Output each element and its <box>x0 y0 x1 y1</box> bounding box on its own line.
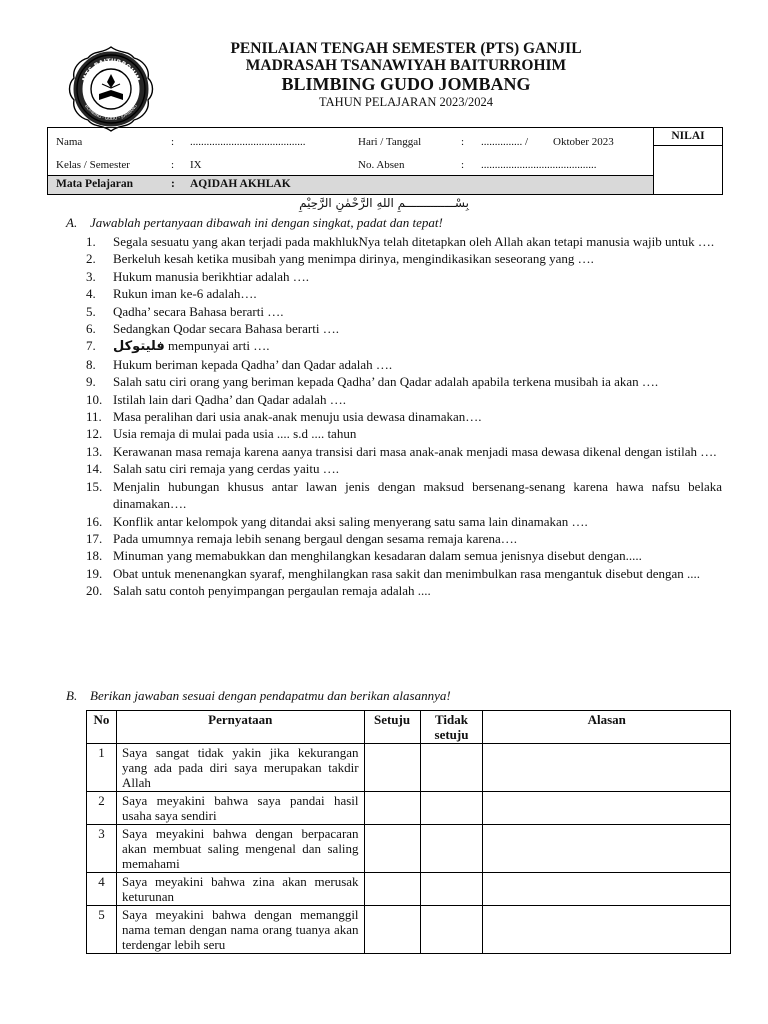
nilai-label: NILAI <box>654 128 722 146</box>
mapel-value: AQIDAH AKHLAK <box>190 178 291 190</box>
info-row-mapel <box>48 175 653 194</box>
question-text-rest: mempunyai arti …. <box>164 338 270 354</box>
question-number: 12. <box>86 426 103 442</box>
question-number: 18. <box>86 548 103 564</box>
section-b-letter: B. <box>66 688 78 703</box>
nilai-box[interactable] <box>654 128 722 194</box>
col-header-alasan: Alasan <box>483 711 731 744</box>
question-item <box>86 425 722 442</box>
logo-bottom-text: BLIMBING - GUDO - JOMBANG <box>83 103 139 122</box>
kelas-colon: : <box>171 159 175 171</box>
question-item <box>86 547 722 564</box>
question-text: Hukum manusia berikhtiar adalah …. <box>113 268 310 284</box>
row-number: 1 <box>87 744 117 792</box>
tidak-setuju-cell[interactable] <box>420 744 483 792</box>
header-line-4: TAHUN PELAJARAN 2023/2024 <box>319 95 493 109</box>
row-number: 3 <box>87 825 117 873</box>
question-text: Salah satu ciri orang yang beriman kepada Qadha’ dan Qadar adalah apabila terkena musibah ia akan …. <box>113 374 659 390</box>
table-row <box>87 744 731 792</box>
question-item <box>86 356 722 373</box>
question-text: Salah satu ciri remaja yang cerdas yaitu …. <box>113 461 339 477</box>
mapel-label: Mata Pelajaran <box>56 178 133 190</box>
basmalah: بِسْــــــــــــــمِ اللهِ الرَّحْمٰنِ الرَّحِيْمِ <box>299 196 469 210</box>
question-number: 1. <box>86 234 96 249</box>
section-b-title <box>66 688 451 704</box>
statement-text: Saya meyakini bahwa dengan memanggil nama teman dengan nama orang tuanya akan terdengar lebih seru <box>116 906 364 954</box>
header-line-2: MADRASAH TSANAWIYAH BAITURROHIM <box>245 57 567 74</box>
statement-text: Saya meyakini bahwa dengan berpacaran akan membuat saling mengenal dan saling memahami <box>116 825 364 873</box>
question-text: Rukun iman ke-6 adalah…. <box>113 286 257 302</box>
tidak-setuju-cell[interactable] <box>420 906 483 954</box>
alasan-cell[interactable] <box>483 906 731 954</box>
question-item <box>86 478 722 513</box>
question-number: 19. <box>86 565 103 581</box>
setuju-cell[interactable] <box>364 744 420 792</box>
question-item <box>86 285 722 302</box>
logo-top-text: MTS BAITURROHIM <box>81 57 141 83</box>
alasan-cell[interactable] <box>483 825 731 873</box>
question-number: 6. <box>86 321 96 337</box>
table-row <box>87 873 731 906</box>
question-item <box>86 303 722 320</box>
question-list <box>86 233 722 600</box>
statement-text: Saya meyakini bahwa zina akan merusak keturunan <box>116 873 364 906</box>
question-number: 13. <box>86 443 103 459</box>
question-text: Minuman yang memabukkan dan menghilangkan kesadaran dalam semua jenisnya disebut dengan..... <box>113 548 642 564</box>
alasan-cell[interactable] <box>483 873 731 906</box>
tanggal-field[interactable]: ............... / <box>481 136 529 148</box>
question-number: 17. <box>86 530 103 546</box>
question-item <box>86 460 722 477</box>
setuju-cell[interactable] <box>364 873 420 906</box>
question-number: 5. <box>86 303 96 319</box>
question-number: 20. <box>86 583 103 599</box>
statement-text: Saya sangat tidak yakin jika kekurangan yang ada pada diri saya merupakan takdir Allah <box>116 744 364 792</box>
header-line-3: BLIMBING GUDO JOMBANG <box>281 74 531 94</box>
question-item <box>86 268 722 285</box>
question-text: Salah satu contoh penyimpangan pergaulan remaja adalah .... <box>113 583 431 599</box>
hari-colon: : <box>461 136 465 148</box>
question-item <box>86 391 722 408</box>
nama-field[interactable]: .......................................... <box>190 136 306 148</box>
section-a-title <box>66 215 443 231</box>
question-item <box>86 320 722 337</box>
table-row <box>87 825 731 873</box>
absen-label: No. Absen <box>358 159 405 171</box>
absen-colon: : <box>461 159 465 171</box>
row-number: 2 <box>87 792 117 825</box>
question-number: 15. <box>86 478 103 494</box>
question-item <box>86 565 722 582</box>
alasan-cell[interactable] <box>483 792 731 825</box>
question-number: 9. <box>86 374 96 390</box>
question-text: Konflik antar kelompok yang ditandai aksi saling menyerang satu sama lain dinamakan …. <box>113 513 588 529</box>
student-info-fields <box>48 128 654 194</box>
question-item <box>86 408 722 425</box>
question-item <box>86 373 722 390</box>
mapel-colon: : <box>171 178 175 190</box>
col-header-pernyataan: Pernyataan <box>116 711 364 744</box>
col-header-no: No <box>87 711 117 744</box>
table-row <box>87 906 731 954</box>
col-header-setuju: Setuju <box>364 711 420 744</box>
section-a-letter: A. <box>66 215 78 230</box>
question-text <box>113 337 722 355</box>
question-text: Masa peralihan dari usia anak-anak menuju usia dewasa dinamakan…. <box>113 409 482 425</box>
question-text: Hukum beriman kepada Qadha’ dan Qadar adalah …. <box>113 356 393 372</box>
document-header <box>150 40 662 110</box>
question-number: 11. <box>86 409 102 425</box>
arabic-word: فليتوكل <box>113 339 165 355</box>
question-text: Sedangkan Qodar secara Bahasa berarti …. <box>113 321 339 337</box>
bulan-value: Oktober 2023 <box>553 136 614 148</box>
table-row <box>87 792 731 825</box>
kelas-value: IX <box>190 159 202 171</box>
tidak-setuju-cell[interactable] <box>420 825 483 873</box>
student-info-box <box>47 127 723 195</box>
setuju-cell[interactable] <box>364 906 420 954</box>
question-number: 14. <box>86 461 103 477</box>
nama-label: Nama <box>56 136 83 148</box>
question-number: 16. <box>86 513 103 529</box>
setuju-cell[interactable] <box>364 825 420 873</box>
header-line-1: PENILAIAN TENGAH SEMESTER (PTS) GANJIL <box>230 40 582 57</box>
question-text: Pada umumnya remaja lebih senang bergaul dengan sesama remaja karena…. <box>113 530 518 546</box>
question-item <box>86 513 722 530</box>
section-a-instruction: Jawablah pertanyaan dibawah ini dengan singkat, padat dan tepat! <box>90 215 443 230</box>
question-text: Obat untuk menenangkan syaraf, menghilangkan rasa sakit dan menimbulkan rasa mengantuk disebut dengan .... <box>113 565 700 581</box>
question-item <box>86 443 722 460</box>
info-row-kelas <box>48 157 653 174</box>
question-item <box>86 530 722 547</box>
tidak-setuju-cell[interactable] <box>420 792 483 825</box>
tidak-setuju-cell[interactable] <box>420 873 483 906</box>
question-text: Usia remaja di mulai pada usia .... s.d .... tahun <box>113 426 357 442</box>
row-number: 4 <box>87 873 117 906</box>
question-text: Kerawanan masa remaja karena aanya transisi dari masa anak-anak menjadi masa dewasa dikenal dengan istilah …. <box>113 443 717 459</box>
nama-colon: : <box>171 136 175 148</box>
question-item <box>86 250 722 267</box>
question-item <box>86 582 722 599</box>
question-item <box>86 233 722 250</box>
school-logo <box>66 44 156 134</box>
kelas-label: Kelas / Semester <box>56 159 130 171</box>
question-text: Istilah lain dari Qadha’ dan Qadar adalah …. <box>113 391 346 407</box>
question-item <box>86 337 722 355</box>
statement-table <box>86 710 731 954</box>
book-emblem-icon <box>99 74 123 100</box>
statement-text: Saya meyakini bahwa saya pandai hasil usaha saya sendiri <box>116 792 364 825</box>
absen-field[interactable]: .......................................... <box>481 159 597 171</box>
section-b-instruction: Berikan jawaban sesuai dengan pendapatmu dan berikan alasannya! <box>90 688 451 703</box>
question-number: 8. <box>86 356 96 372</box>
table-header-row <box>87 711 731 744</box>
hari-label: Hari / Tanggal <box>358 136 422 148</box>
col-header-tidak-setuju: Tidak setuju <box>420 711 483 744</box>
question-text: Segala sesuatu yang akan terjadi pada makhlukNya telah ditetapkan oleh Allah akan tetapi manusia wajib untuk …. <box>113 234 715 249</box>
info-row-nama <box>48 134 653 151</box>
question-text: Berkeluh kesah ketika musibah yang menimpa dirinya, mengindikasikan seseorang yang …. <box>113 251 594 267</box>
question-number: 4. <box>86 286 96 302</box>
question-number: 2. <box>86 251 96 267</box>
question-text: Menjalin hubungan khusus antar lawan jenis dengan maksud bersenang-senang karena hawa nafsu belaka dinamakan…. <box>113 478 722 512</box>
row-number: 5 <box>87 906 117 954</box>
question-number: 3. <box>86 268 96 284</box>
question-text: Qadha’ secara Bahasa berarti …. <box>113 303 284 319</box>
question-number: 10. <box>86 391 103 407</box>
alasan-cell[interactable] <box>483 744 731 792</box>
question-number: 7. <box>86 338 96 354</box>
setuju-cell[interactable] <box>364 792 420 825</box>
